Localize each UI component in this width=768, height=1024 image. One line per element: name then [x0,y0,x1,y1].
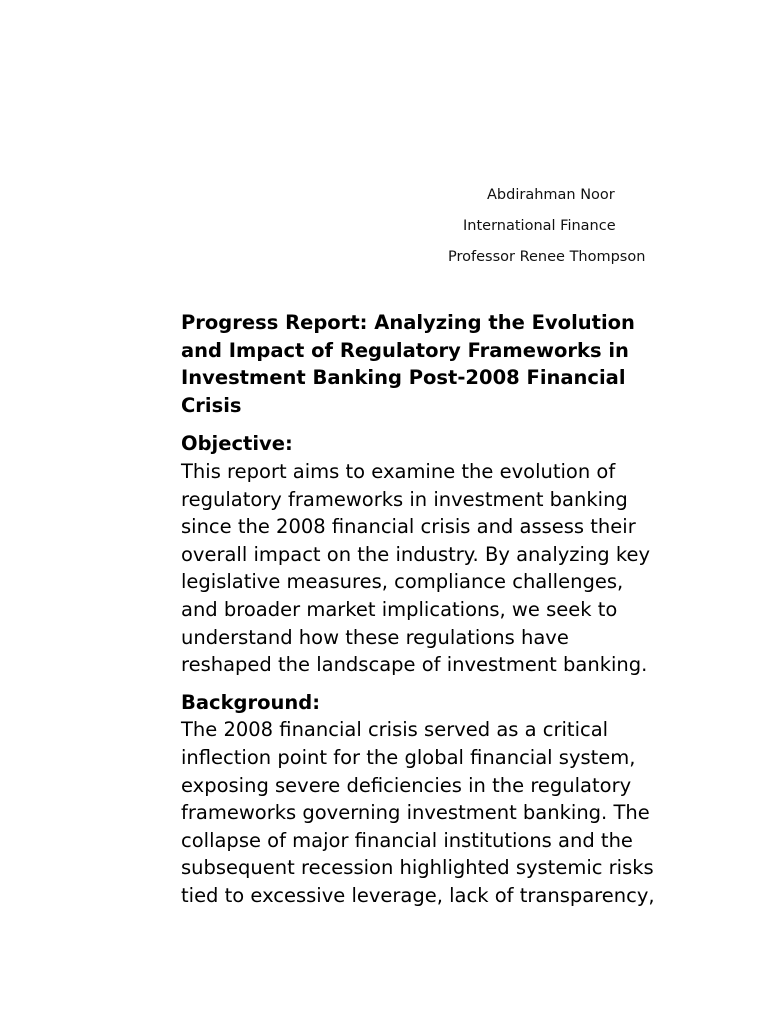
background-paragraph [181,716,681,909]
paragraph-line: and broader market implications, we seek to [181,597,618,621]
title-line: and Impact of Regulatory Frameworks in [181,338,629,362]
document-title [181,309,681,419]
paragraph-line: This report aims to examine the evolution of [181,459,616,483]
author-name: Abdirahman Noor [487,187,615,203]
paragraph-line: reshaped the landscape of investment banking. [181,653,648,677]
paragraph-line: legislative measures, compliance challenges, [181,570,624,594]
document-body [181,309,681,909]
title-line: Crisis [181,393,242,417]
paragraph-line: since the 2008 financial crisis and assess their [181,515,636,539]
paragraph-line: The 2008 financial crisis served as a critical [181,718,609,742]
background-heading: Background: [181,690,321,714]
paragraph-line: regulatory frameworks in investment banking [181,487,628,511]
paragraph-line: subsequent recession highlighted systemic risks [181,856,654,880]
objective-heading: Objective: [181,432,293,456]
paragraph-line: understand how these regulations have [181,625,569,649]
paragraph-line: overall impact on the industry. By analyzing key [181,542,651,566]
paragraph-line: exposing severe deficiencies in the regulatory [181,773,632,797]
title-line: Investment Banking Post-2008 Financial [181,366,626,390]
course-name: International Finance [463,218,616,234]
paragraph-line: frameworks governing investment banking. The [181,801,650,825]
title-line: Progress Report: Analyzing the Evolution [181,311,635,334]
professor-name: Professor Renee Thompson [448,249,646,265]
objective-paragraph [181,458,681,679]
paragraph-line: tied to excessive leverage, lack of transparency, [181,883,655,907]
paragraph-line: collapse of major financial institutions and the [181,828,633,852]
paragraph-line: inflection point for the global financial system, [181,745,636,769]
